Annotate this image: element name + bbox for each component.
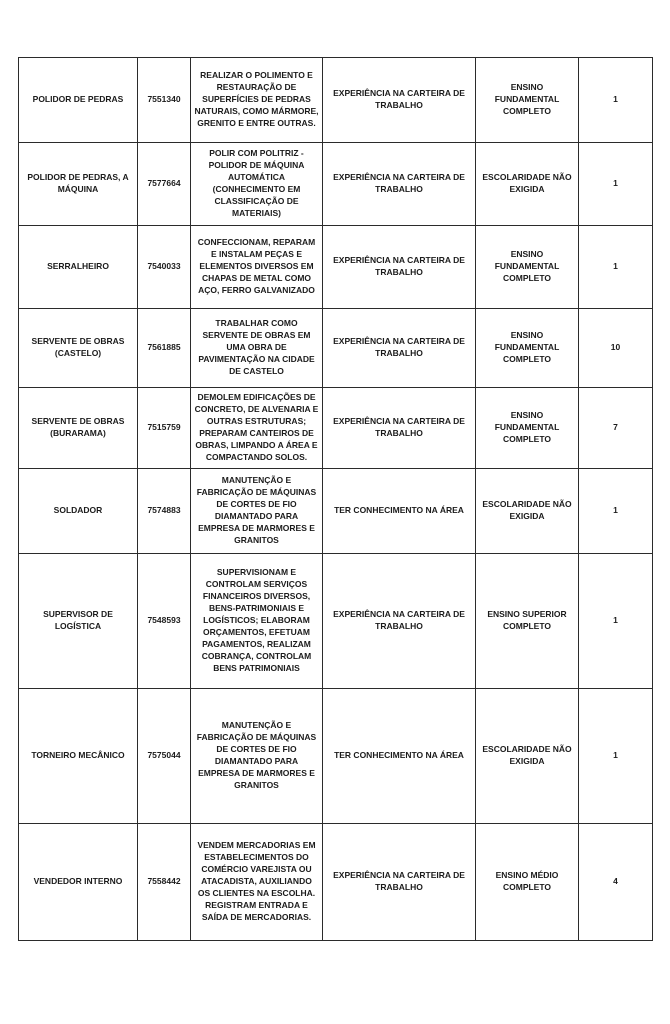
description-cell: VENDEM MERCADORIAS EM ESTABELECIMENTOS DO COMÉRCIO VAREJISTA OU ATACADISTA, AUXILIANDO OS CLIENTES NA ESCOLHA. REGISTRAM ENTRADA E SAÍDA DE MERCADORIAS. (191, 824, 323, 941)
experience-cell: EXPERIÊNCIA NA CARTEIRA DE TRABALHO (323, 309, 476, 388)
education-cell: ESCOLARIDADE NÃO EXIGIDA (476, 469, 579, 554)
quantity-cell: 1 (579, 554, 653, 689)
experience-cell: EXPERIÊNCIA NA CARTEIRA DE TRABALHO (323, 824, 476, 941)
quantity-cell: 4 (579, 824, 653, 941)
job-title-cell: SERVENTE DE OBRAS (CASTELO) (19, 309, 138, 388)
education-cell: ESCOLARIDADE NÃO EXIGIDA (476, 143, 579, 226)
education-cell: ENSINO MÉDIO COMPLETO (476, 824, 579, 941)
experience-cell: EXPERIÊNCIA NA CARTEIRA DE TRABALHO (323, 554, 476, 689)
job-title-cell: POLIDOR DE PEDRAS, A MÁQUINA (19, 143, 138, 226)
education-cell: ESCOLARIDADE NÃO EXIGIDA (476, 689, 579, 824)
table-row (19, 469, 653, 554)
code-cell: 7561885 (138, 309, 191, 388)
quantity-cell: 10 (579, 309, 653, 388)
description-cell: SUPERVISIONAM E CONTROLAM SERVIÇOS FINANCEIROS DIVERSOS, BENS-PATRIMONIAIS E LOGÍSTICOS; ELABORAM ORÇAMENTOS, EFETUAM PAGAMENTOS, REALIZAM COBRANÇA, CONTROLAM BENS PATRIMONIAIS (191, 554, 323, 689)
job-title-cell: VENDEDOR INTERNO (19, 824, 138, 941)
experience-cell: TER CONHECIMENTO NA ÁREA (323, 689, 476, 824)
experience-cell: EXPERIÊNCIA NA CARTEIRA DE TRABALHO (323, 143, 476, 226)
table-row (19, 226, 653, 309)
job-title-cell: SERRALHEIRO (19, 226, 138, 309)
description-cell: CONFECCIONAM, REPARAM E INSTALAM PEÇAS E ELEMENTOS DIVERSOS EM CHAPAS DE METAL COMO AÇO, FERRO GALVANIZADO (191, 226, 323, 309)
job-title-cell: SUPERVISOR DE LOGÍSTICA (19, 554, 138, 689)
quantity-cell: 1 (579, 58, 653, 143)
table-row (19, 58, 653, 143)
experience-cell: EXPERIÊNCIA NA CARTEIRA DE TRABALHO (323, 388, 476, 469)
experience-cell: EXPERIÊNCIA NA CARTEIRA DE TRABALHO (323, 226, 476, 309)
quantity-cell: 1 (579, 143, 653, 226)
quantity-cell: 1 (579, 689, 653, 824)
code-cell: 7558442 (138, 824, 191, 941)
code-cell: 7574883 (138, 469, 191, 554)
table-row (19, 143, 653, 226)
table-body (19, 58, 653, 941)
code-cell: 7515759 (138, 388, 191, 469)
education-cell: ENSINO SUPERIOR COMPLETO (476, 554, 579, 689)
job-title-cell: POLIDOR DE PEDRAS (19, 58, 138, 143)
quantity-cell: 1 (579, 226, 653, 309)
description-cell: REALIZAR O POLIMENTO E RESTAURAÇÃO DE SUPERFÍCIES DE PEDRAS NATURAIS, COMO MÁRMORE, GRENITO E ENTRE OUTRAS. (191, 58, 323, 143)
education-cell: ENSINO FUNDAMENTAL COMPLETO (476, 226, 579, 309)
code-cell: 7551340 (138, 58, 191, 143)
job-title-cell: TORNEIRO MECÂNICO (19, 689, 138, 824)
experience-cell: EXPERIÊNCIA NA CARTEIRA DE TRABALHO (323, 58, 476, 143)
table-row (19, 388, 653, 469)
job-title-cell: SOLDADOR (19, 469, 138, 554)
education-cell: ENSINO FUNDAMENTAL COMPLETO (476, 309, 579, 388)
table-row (19, 554, 653, 689)
quantity-cell: 7 (579, 388, 653, 469)
code-cell: 7540033 (138, 226, 191, 309)
quantity-cell: 1 (579, 469, 653, 554)
code-cell: 7577664 (138, 143, 191, 226)
table-row (19, 689, 653, 824)
description-cell: TRABALHAR COMO SERVENTE DE OBRAS EM UMA OBRA DE PAVIMENTAÇÃO NA CIDADE DE CASTELO (191, 309, 323, 388)
job-vacancies-table (18, 57, 653, 941)
description-cell: POLIR COM POLITRIZ - POLIDOR DE MÁQUINA AUTOMÁTICA (CONHECIMENTO EM CLASSIFICAÇÃO DE MATERIAIS) (191, 143, 323, 226)
table-row (19, 309, 653, 388)
experience-cell: TER CONHECIMENTO NA ÁREA (323, 469, 476, 554)
description-cell: MANUTENÇÃO E FABRICAÇÃO DE MÁQUINAS DE CORTES DE FIO DIAMANTADO PARA EMPRESA DE MARMORES E GRANITOS (191, 689, 323, 824)
job-title-cell: SERVENTE DE OBRAS (BURARAMA) (19, 388, 138, 469)
education-cell: ENSINO FUNDAMENTAL COMPLETO (476, 58, 579, 143)
description-cell: MANUTENÇÃO E FABRICAÇÃO DE MÁQUINAS DE CORTES DE FIO DIAMANTADO PARA EMPRESA DE MARMORES E GRANITOS (191, 469, 323, 554)
code-cell: 7575044 (138, 689, 191, 824)
table-row (19, 824, 653, 941)
description-cell: DEMOLEM EDIFICAÇÕES DE CONCRETO, DE ALVENARIA E OUTRAS ESTRUTURAS; PREPARAM CANTEIROS DE OBRAS, LIMPANDO A ÁREA E COMPACTANDO SOLOS. (191, 388, 323, 469)
code-cell: 7548593 (138, 554, 191, 689)
education-cell: ENSINO FUNDAMENTAL COMPLETO (476, 388, 579, 469)
